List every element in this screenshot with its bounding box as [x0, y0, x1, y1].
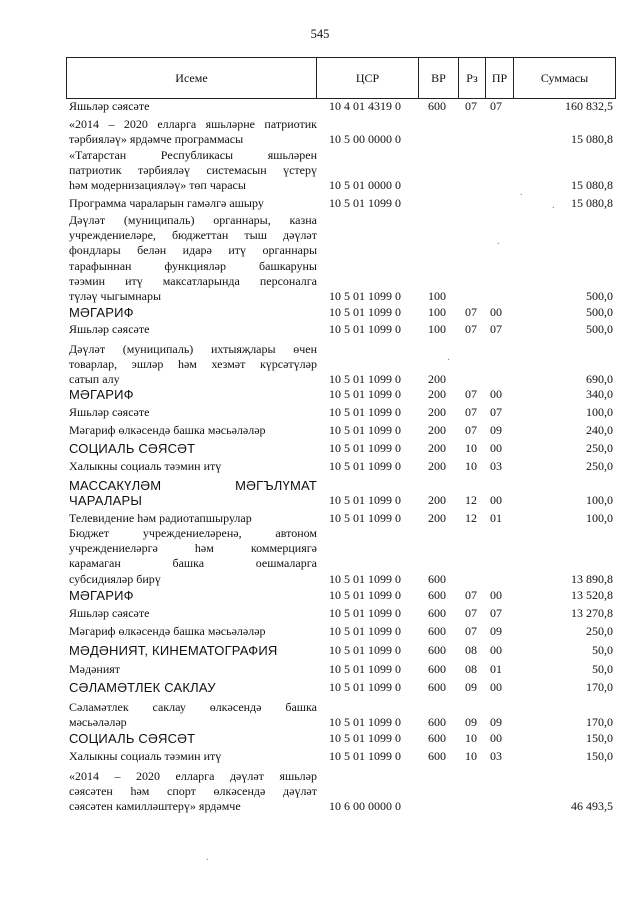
row-name-line: түләү чыгымнары	[69, 288, 162, 303]
row-csr: 10 5 01 1099 0	[329, 662, 401, 676]
row-rz: 07	[465, 423, 477, 437]
row-name-line: «2014 – 2020 елларга яшьләрне патриотик	[69, 117, 317, 131]
row-sum: 50,0	[592, 643, 613, 657]
row-vr: 600	[428, 662, 446, 676]
row-vr: 600	[428, 99, 446, 113]
row-sum: 500,0	[586, 322, 613, 336]
row-name	[69, 624, 317, 639]
row-sum: 13 890,8	[571, 571, 613, 586]
row-name-line: Яшьләр сәясәте	[69, 99, 150, 113]
row-vr: 600	[428, 715, 446, 730]
row-vr: 200	[428, 493, 446, 508]
row-pr: 03	[490, 459, 502, 473]
row-name-line: Яшьләр сәясәте	[69, 606, 150, 620]
row-name-line: Яшьләр сәясәте	[69, 405, 150, 419]
row-vr: 600	[428, 588, 446, 602]
row-name-line: Мәгариф өлкәсендә башка мәсьәләләр	[69, 423, 266, 437]
row-name	[69, 405, 317, 420]
row-pr: 07	[490, 322, 502, 336]
row-vr: 200	[428, 405, 446, 419]
row-name-line: «2014 – 2020 елларга дәүләт яшьләр	[69, 769, 317, 783]
row-rz: 07	[465, 99, 477, 113]
row-rz: 08	[465, 643, 477, 657]
row-csr: 10 5 01 1099 0	[329, 680, 401, 694]
row-name	[69, 680, 317, 695]
row-name-line: «Татарстан Республикасы яшьләрен	[69, 148, 317, 162]
row-csr: 10 5 01 1099 0	[329, 588, 401, 602]
row-name-line: Дәүләт (муниципаль) органнары, казна	[69, 213, 317, 227]
row-pr: 07	[490, 405, 502, 419]
row-sum: 15 080,8	[571, 132, 613, 147]
row-pr: 00	[490, 680, 502, 694]
row-sum: 100,0	[586, 493, 613, 508]
row-csr: 10 5 01 1099 0	[329, 305, 401, 319]
row-pr: 00	[490, 588, 502, 602]
row-name	[69, 662, 317, 677]
row-sum: 500,0	[586, 289, 613, 303]
row-name-line: субсидияләр бирү	[69, 571, 161, 586]
row-name-line: тәэмин итү максатларында персоналга	[69, 273, 317, 288]
row-sum: 15 080,8	[571, 196, 613, 210]
row-sum: 100,0	[586, 511, 613, 525]
row-pr: 01	[490, 662, 502, 676]
row-sum: 500,0	[586, 305, 613, 319]
row-sum: 170,0	[586, 680, 613, 694]
row-pr: 09	[490, 715, 502, 730]
row-sum: 250,0	[586, 441, 613, 455]
row-rz: 07	[465, 305, 477, 319]
row-name-line: Яшьләр сәясәте	[69, 322, 150, 336]
table-header	[66, 57, 616, 99]
row-name	[69, 606, 317, 621]
row-csr: 10 5 01 1099 0	[329, 289, 401, 303]
row-name-line: МӘГАРИФ	[69, 588, 134, 603]
row-rz: 09	[465, 680, 477, 694]
row-rz: 07	[465, 624, 477, 638]
row-sum: 160 832,5	[565, 99, 613, 113]
row-rz: 12	[465, 511, 477, 525]
row-pr: 00	[490, 387, 502, 401]
row-vr: 100	[428, 289, 446, 303]
scan-mark: ·	[447, 355, 451, 366]
row-sum: 690,0	[586, 372, 613, 387]
row-csr: 10 5 01 1099 0	[329, 731, 401, 745]
row-name-line: Халыкны социаль тәэмин итү	[69, 459, 222, 473]
row-name-line: МАССАКҮЛӘМ МӘГЪЛҮМАТ	[69, 478, 317, 493]
row-name-line: фондлары белән идарә итү органнары	[69, 243, 317, 258]
row-name-line: тәрбияләү» ярдәмче программасы	[69, 132, 244, 147]
row-name	[69, 511, 317, 526]
row-name-line: Мәдәният	[69, 662, 121, 676]
row-name-line: СОЦИАЛЬ СӘЯСӘТ	[69, 441, 196, 456]
row-name	[69, 322, 317, 337]
row-name-line: Дәүләт (муниципаль) ихтыяҗлары өчен	[69, 342, 317, 356]
row-csr: 10 5 01 1099 0	[329, 715, 401, 730]
scan-mark: .	[497, 236, 500, 247]
row-vr: 200	[428, 441, 446, 455]
row-name-line: ЧАРАЛАРЫ	[69, 493, 143, 509]
row-pr: 00	[490, 441, 502, 455]
row-vr: 600	[428, 624, 446, 638]
row-name-line: Телевидение һәм радиотапшырулар	[69, 511, 252, 525]
row-name-line: тарафыннан функцияләр башкаруны	[69, 258, 317, 273]
row-name-line: Программа чараларын гамәлгә ашыру	[69, 196, 264, 210]
row-name	[69, 117, 317, 147]
row-vr: 600	[428, 606, 446, 620]
row-name	[69, 459, 317, 474]
row-name	[69, 305, 317, 320]
row-csr: 10 5 01 1099 0	[329, 493, 401, 508]
row-name	[69, 99, 317, 114]
row-csr: 10 6 00 0000 0	[329, 799, 401, 814]
row-rz: 09	[465, 715, 477, 730]
row-csr: 10 5 01 1099 0	[329, 624, 401, 638]
row-pr: 00	[490, 305, 502, 319]
header-vr: ВР	[419, 58, 459, 98]
row-name	[69, 387, 317, 402]
row-sum: 150,0	[586, 749, 613, 763]
row-name-line: Мәгариф өлкәсендә башка мәсьәләләр	[69, 624, 266, 638]
header-rz: Рз	[459, 58, 486, 98]
row-rz: 07	[465, 322, 477, 336]
row-sum: 50,0	[592, 662, 613, 676]
row-name	[69, 213, 317, 304]
row-vr: 600	[428, 571, 446, 586]
row-rz: 07	[465, 387, 477, 401]
row-vr: 200	[428, 372, 446, 387]
row-name	[69, 700, 317, 730]
row-csr: 10 5 01 1099 0	[329, 322, 401, 336]
row-name	[69, 423, 317, 438]
row-vr: 100	[428, 305, 446, 319]
row-name-line: карамаган башка оешмаларга	[69, 556, 317, 571]
row-sum: 13 520,8	[571, 588, 613, 602]
row-name	[69, 526, 317, 587]
row-csr: 10 5 01 1099 0	[329, 441, 401, 455]
row-vr: 600	[428, 643, 446, 657]
row-sum: 170,0	[586, 715, 613, 730]
row-name	[69, 148, 317, 194]
row-rz: 10	[465, 731, 477, 745]
row-rz: 07	[465, 405, 477, 419]
row-rz: 10	[465, 749, 477, 763]
row-name-line: МӘГАРИФ	[69, 305, 134, 320]
scan-mark: .	[520, 187, 523, 198]
row-name-line: Халыкны социаль тәэмин итү	[69, 749, 222, 763]
row-name	[69, 749, 317, 764]
row-csr: 10 5 01 1099 0	[329, 571, 401, 586]
row-rz: 08	[465, 662, 477, 676]
row-name	[69, 769, 317, 815]
row-pr: 01	[490, 511, 502, 525]
header-name: Исеме	[67, 58, 317, 98]
row-sum: 13 270,8	[571, 606, 613, 620]
row-csr: 10 5 01 1099 0	[329, 749, 401, 763]
row-rz: 10	[465, 441, 477, 455]
row-csr: 10 4 01 4319 0	[329, 99, 401, 113]
row-name-line: Бюджет учреждениеләренә, автоном	[69, 526, 317, 540]
row-csr: 10 5 01 1099 0	[329, 511, 401, 525]
row-sum: 46 493,5	[571, 799, 613, 814]
row-name	[69, 196, 317, 211]
row-name-line: СОЦИАЛЬ СӘЯСӘТ	[69, 731, 196, 746]
row-name-line: сатып алу	[69, 372, 120, 387]
row-csr: 10 5 01 1099 0	[329, 459, 401, 473]
row-name	[69, 441, 317, 456]
row-pr: 07	[490, 606, 502, 620]
row-sum: 100,0	[586, 405, 613, 419]
row-name-line: Сәламәтлек саклау өлкәсендә башка	[69, 700, 317, 714]
row-pr: 00	[490, 643, 502, 657]
row-csr: 10 5 00 0000 0	[329, 132, 401, 147]
row-sum: 340,0	[586, 387, 613, 401]
row-name	[69, 731, 317, 746]
row-pr: 09	[490, 624, 502, 638]
row-pr: 09	[490, 423, 502, 437]
row-pr: 00	[490, 493, 502, 508]
row-sum: 15 080,8	[571, 178, 613, 193]
row-sum: 250,0	[586, 459, 613, 473]
row-vr: 200	[428, 423, 446, 437]
row-vr: 200	[428, 511, 446, 525]
row-name	[69, 342, 317, 388]
row-csr: 10 5 01 1099 0	[329, 196, 401, 210]
row-csr: 10 5 01 1099 0	[329, 606, 401, 620]
row-sum: 240,0	[586, 423, 613, 437]
row-name-line: мәсьәләләр	[69, 715, 127, 730]
row-vr: 600	[428, 680, 446, 694]
row-pr: 07	[490, 99, 502, 113]
row-csr: 10 5 01 1099 0	[329, 372, 401, 387]
row-vr: 200	[428, 459, 446, 473]
row-name-line: товарлар, эшләр һәм хезмәт күрсәтүләр	[69, 357, 317, 372]
row-rz: 07	[465, 606, 477, 620]
row-pr: 00	[490, 731, 502, 745]
header-pr: ПР	[486, 58, 514, 98]
row-rz: 07	[465, 588, 477, 602]
page-number: 545	[310, 27, 330, 41]
row-csr: 10 5 01 0000 0	[329, 178, 401, 193]
row-name-line: СӘЛАМӘТЛЕК САКЛАУ	[69, 680, 216, 695]
row-vr: 200	[428, 387, 446, 401]
row-name-line: учреждениеләргә һәм коммерциягә	[69, 541, 317, 556]
row-csr: 10 5 01 1099 0	[329, 405, 401, 419]
row-csr: 10 5 01 1099 0	[329, 423, 401, 437]
row-vr: 600	[428, 749, 446, 763]
row-sum: 250,0	[586, 624, 613, 638]
row-name-line: патриотик тәрбияләү системасын үстерү	[69, 163, 317, 178]
row-name	[69, 478, 317, 508]
header-sum: Суммасы	[540, 71, 589, 85]
row-csr: 10 5 01 1099 0	[329, 387, 401, 401]
row-name-line: сәясәтен һәм спорт өлкәсендә дәүләт	[69, 784, 317, 799]
scan-mark: .	[206, 852, 209, 863]
row-rz: 10	[465, 459, 477, 473]
scan-mark: .	[552, 200, 555, 211]
row-name	[69, 643, 317, 658]
row-pr: 03	[490, 749, 502, 763]
row-name-line: сәясәтен камилләштерү» ярдәмче	[69, 799, 241, 814]
row-name-line: МӘГАРИФ	[69, 387, 134, 402]
row-name	[69, 588, 317, 603]
row-sum: 150,0	[586, 731, 613, 745]
row-csr: 10 5 01 1099 0	[329, 643, 401, 657]
row-name-line: учреждениеләре, бюджеттан тыш дәүләт	[69, 228, 317, 243]
row-vr: 600	[428, 731, 446, 745]
row-rz: 12	[465, 493, 477, 508]
row-name-line: МӘДӘНИЯТ, КИНЕМАТОГРАФИЯ	[69, 643, 278, 658]
row-name-line: һәм модернизацияләү» төп чарасы	[69, 178, 246, 193]
header-csr: ЦСР	[317, 58, 419, 98]
row-vr: 100	[428, 322, 446, 336]
